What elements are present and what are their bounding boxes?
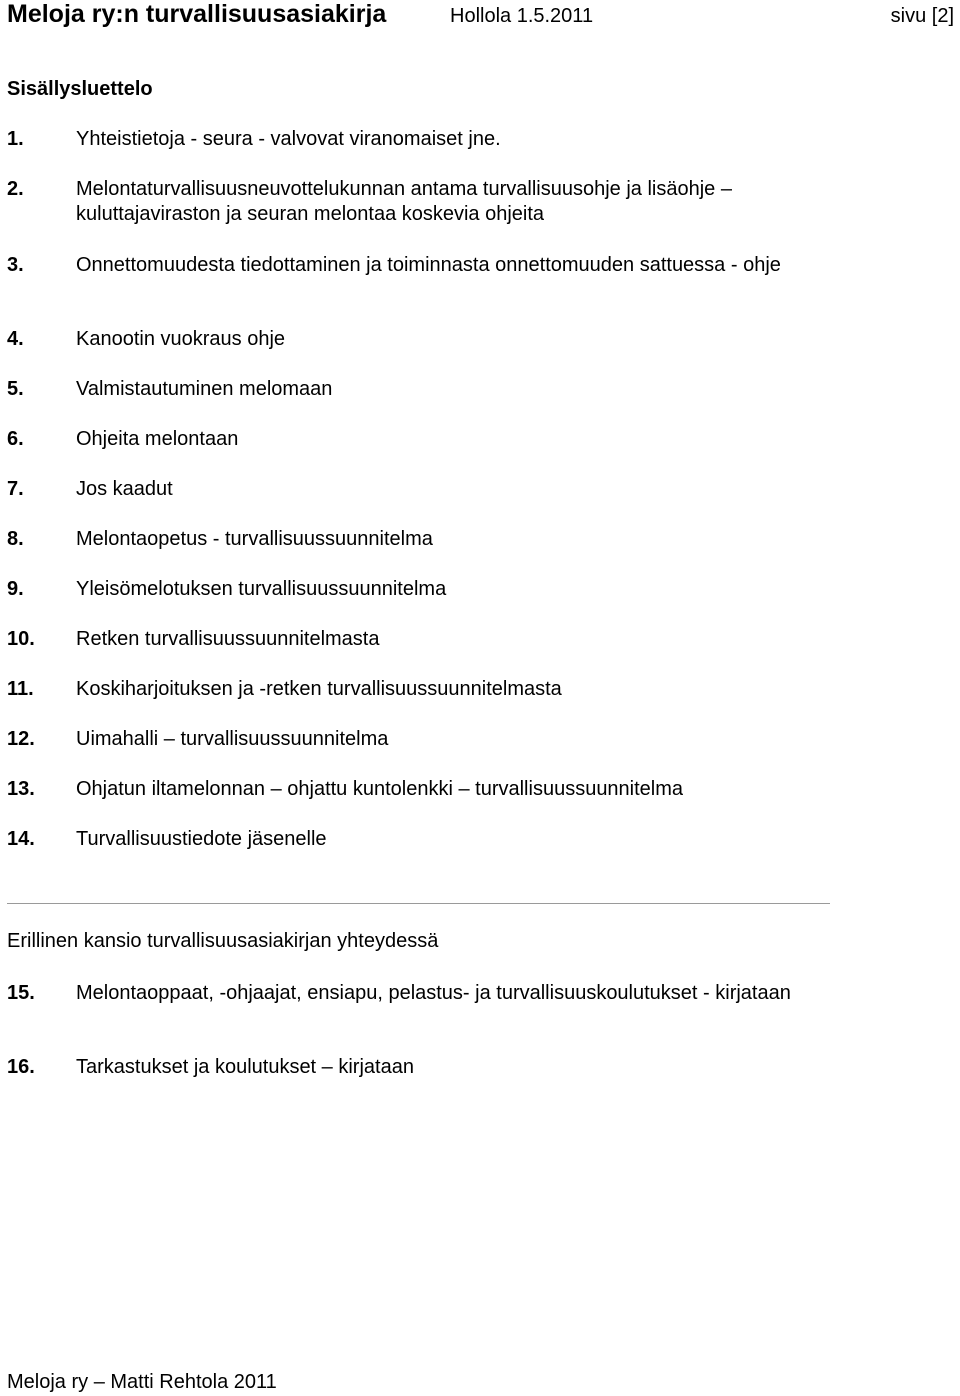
- toc-entry-14: [7, 827, 807, 852]
- separate-entry-16: [7, 1055, 807, 1080]
- separate-entry-15: [7, 981, 807, 1006]
- separate-folder-heading: Erillinen kansio turvallisuusasiakirjan yhteydessä: [7, 930, 439, 952]
- toc-entry-text: Jos kaadut: [76, 478, 173, 500]
- toc-entry-5: [7, 377, 807, 402]
- toc-entry-number: 14.: [7, 828, 35, 850]
- toc-entry-number: 16.: [7, 1056, 35, 1078]
- toc-entry-text: Tarkastukset ja koulutukset – kirjataan: [76, 1056, 414, 1078]
- toc-entry-2: [7, 177, 807, 227]
- toc-entry-number: 2.: [7, 178, 24, 200]
- toc-entry-text: Onnettomuudesta tiedottaminen ja toiminnasta onnettomuuden sattuessa - ohje: [76, 254, 781, 276]
- toc-entry-number: 11.: [7, 678, 34, 700]
- toc-entry-text: Kanootin vuokraus ohje: [76, 328, 286, 350]
- place-date: Hollola 1.5.2011: [450, 5, 594, 27]
- document-title: Meloja ry:n turvallisuusasiakirja: [7, 0, 387, 28]
- toc-entry-number: 7.: [7, 478, 24, 500]
- toc-entry-9: [7, 577, 807, 602]
- toc-entry-13: [7, 777, 807, 802]
- toc-entry-number: 13.: [7, 778, 35, 800]
- page-header: [7, 0, 954, 34]
- page-footer: Meloja ry – Matti Rehtola 2011: [7, 1371, 277, 1393]
- toc-entry-number: 8.: [7, 528, 24, 550]
- toc-entry-number: 10.: [7, 628, 35, 650]
- section-divider: [7, 903, 830, 904]
- toc-entry-text: Retken turvallisuussuunnitelmasta: [76, 628, 380, 650]
- toc-entry-text: Yleisömelotuksen turvallisuussuunnitelma: [76, 578, 447, 600]
- toc-entry-number: 15.: [7, 982, 35, 1004]
- toc-entry-text: Koskiharjoituksen ja -retken turvallisuussuunnitelmasta: [76, 678, 562, 700]
- toc-entry-number: 1.: [7, 128, 24, 150]
- toc-entry-number: 3.: [7, 254, 24, 276]
- toc-entry-text: Melontaopetus - turvallisuussuunnitelma: [76, 528, 433, 550]
- toc-entry-number: 5.: [7, 378, 24, 400]
- toc-entry-10: [7, 627, 807, 652]
- page-number: sivu [2]: [890, 5, 954, 27]
- toc-entry-7: [7, 477, 807, 502]
- toc-entry-6: [7, 427, 807, 452]
- toc-entry-text: Turvallisuustiedote jäsenelle: [76, 828, 327, 850]
- toc-entry-1: [7, 127, 807, 152]
- toc-entry-number: 12.: [7, 728, 35, 750]
- toc-entry-text: Melontaturvallisuusneuvottelukunnan antama turvallisuusohje ja lisäohje – kuluttajaviraston ja seuran melontaa koskevia ohjeita: [76, 178, 732, 225]
- toc-entry-text: Melontaoppaat, -ohjaajat, ensiapu, pelastus- ja turvallisuuskoulutukset - kirjataan: [76, 982, 791, 1004]
- toc-entry-3: [7, 253, 807, 278]
- toc-entry-text: Uimahalli – turvallisuussuunnitelma: [76, 728, 389, 750]
- toc-heading: Sisällysluettelo: [7, 78, 153, 100]
- toc-entry-text: Ohjatun iltamelonnan – ohjattu kuntolenkki – turvallisuussuunnitelma: [76, 778, 684, 800]
- toc-entry-11: [7, 677, 807, 702]
- toc-entry-number: 4.: [7, 328, 24, 350]
- toc-entry-number: 6.: [7, 428, 24, 450]
- toc-entry-text: Yhteistietoja - seura - valvovat viranomaiset jne.: [76, 128, 501, 150]
- toc-entry-12: [7, 727, 807, 752]
- toc-entry-number: 9.: [7, 578, 24, 600]
- toc-entry-text: Ohjeita melontaan: [76, 428, 239, 450]
- toc-entry-8: [7, 527, 807, 552]
- toc-entry-text: Valmistautuminen melomaan: [76, 378, 333, 400]
- toc-entry-4: [7, 327, 807, 352]
